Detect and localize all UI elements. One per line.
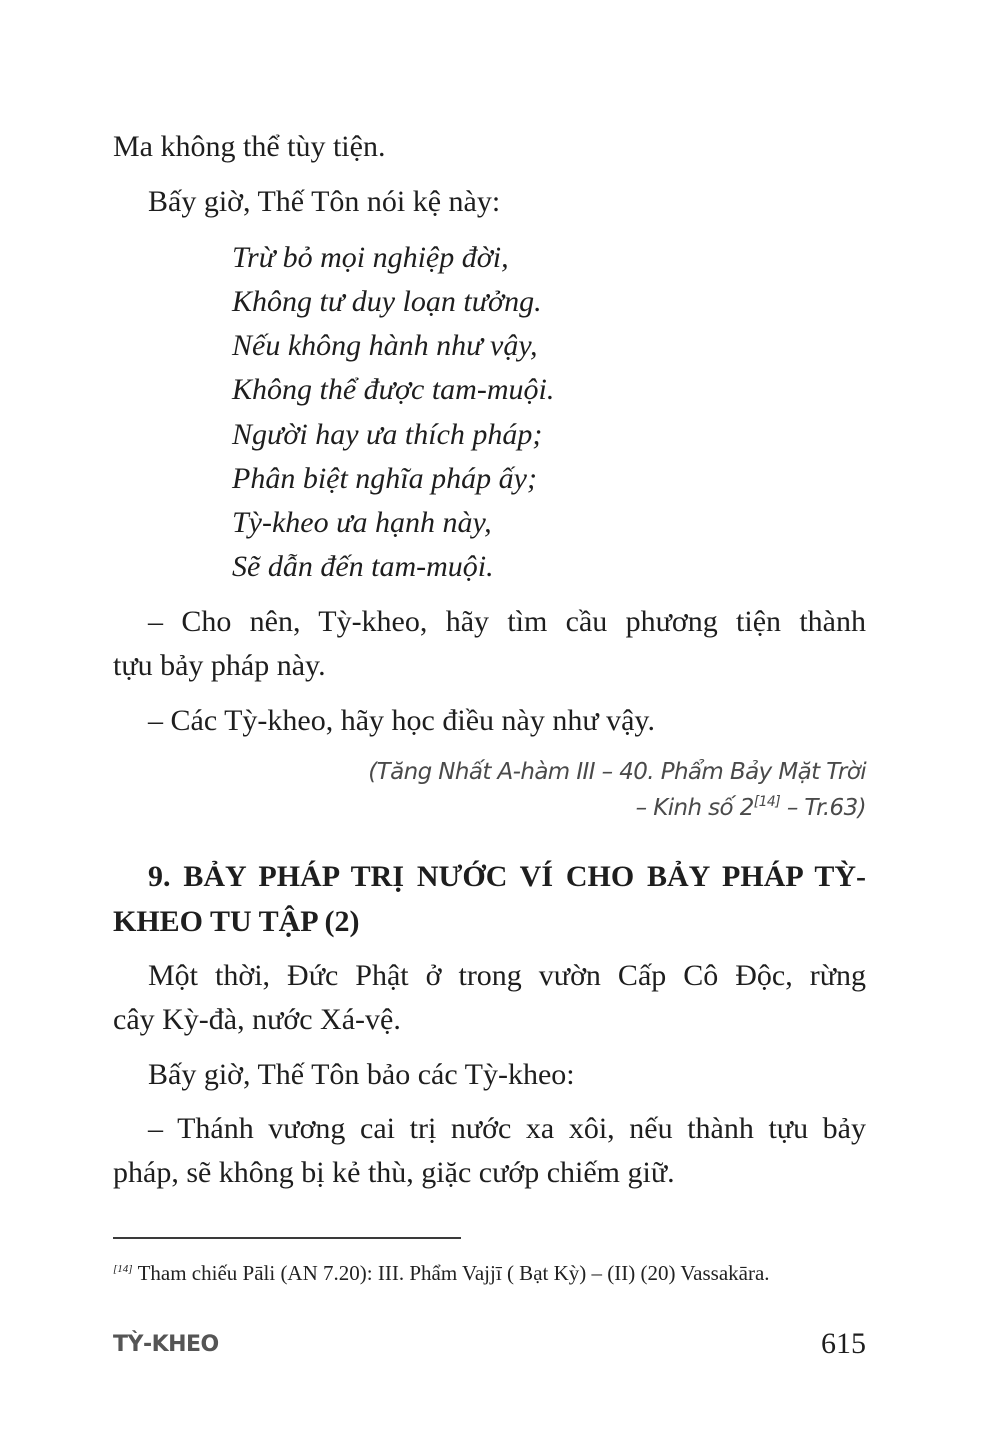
verse-line: Nếu không hành như vậy, [232, 329, 538, 362]
footnote-reference[interactable]: [14] [753, 794, 781, 810]
section-heading-line-1: 9. BẢY PHÁP TRỊ NƯỚC VÍ CHO BẢY PHÁP TỲ- [148, 860, 866, 893]
citation-source: – Kinh số 2 [635, 795, 754, 821]
exhortation-line-2: tựu bảy pháp này. [113, 649, 326, 682]
section-heading-line-2: KHEO TU TẬP (2) [113, 905, 360, 938]
verse-intro: Bấy giờ, Thế Tôn nói kệ này: [148, 185, 501, 218]
paragraph-teaching-line-2: pháp, sẽ không bị kẻ thù, giặc cướp chiếm giữ. [113, 1156, 675, 1189]
footnote-divider [113, 1237, 461, 1239]
paragraph-address: Bấy giờ, Thế Tôn bảo các Tỳ-kheo: [148, 1058, 575, 1091]
verse-line: Người hay ưa thích pháp; [232, 418, 543, 451]
footnote-text: Tham chiếu Pāli (AN 7.20): III. Phẩm Vajjī ( Bạt Kỳ) – (II) (20) Vassakāra. [137, 1261, 770, 1285]
footnote [113, 1259, 770, 1287]
closing-line: – Các Tỳ-kheo, hãy học điều này như vậy. [148, 704, 655, 737]
continuation-text: Ma không thể tùy tiện. [113, 130, 386, 163]
page-number: 615 [821, 1327, 866, 1360]
verse-line: Không thể được tam-muội. [232, 373, 555, 406]
paragraph-setting-line-1: Một thời, Đức Phật ở trong vườn Cấp Cô Độc, rừng [148, 959, 866, 992]
verse-line: Sẽ dẫn đến tam-muội. [232, 550, 494, 583]
exhortation-line-1: – Cho nên, Tỳ-kheo, hãy tìm cầu phương tiện thành [148, 605, 866, 638]
running-title: TỲ-KHEO [113, 1332, 219, 1357]
paragraph-setting-line-2: cây Kỳ-đà, nước Xá-vệ. [113, 1003, 401, 1036]
verse-line: Tỳ-kheo ưa hạnh này, [232, 506, 492, 539]
verse-line: Không tư duy loạn tưởng. [232, 285, 542, 318]
verse-line: Phân biệt nghĩa pháp ấy; [232, 462, 537, 495]
citation-line-2 [636, 793, 866, 823]
footnote-marker: [14] [113, 1263, 133, 1275]
citation-line-1: (Tăng Nhất A-hàm III – 40. Phẩm Bảy Mặt Trời [368, 759, 866, 785]
citation-page: – Tr.63) [780, 795, 866, 821]
paragraph-teaching-line-1: – Thánh vương cai trị nước xa xôi, nếu thành tựu bảy [148, 1112, 866, 1145]
verse-line: Trừ bỏ mọi nghiệp đời, [232, 241, 509, 274]
